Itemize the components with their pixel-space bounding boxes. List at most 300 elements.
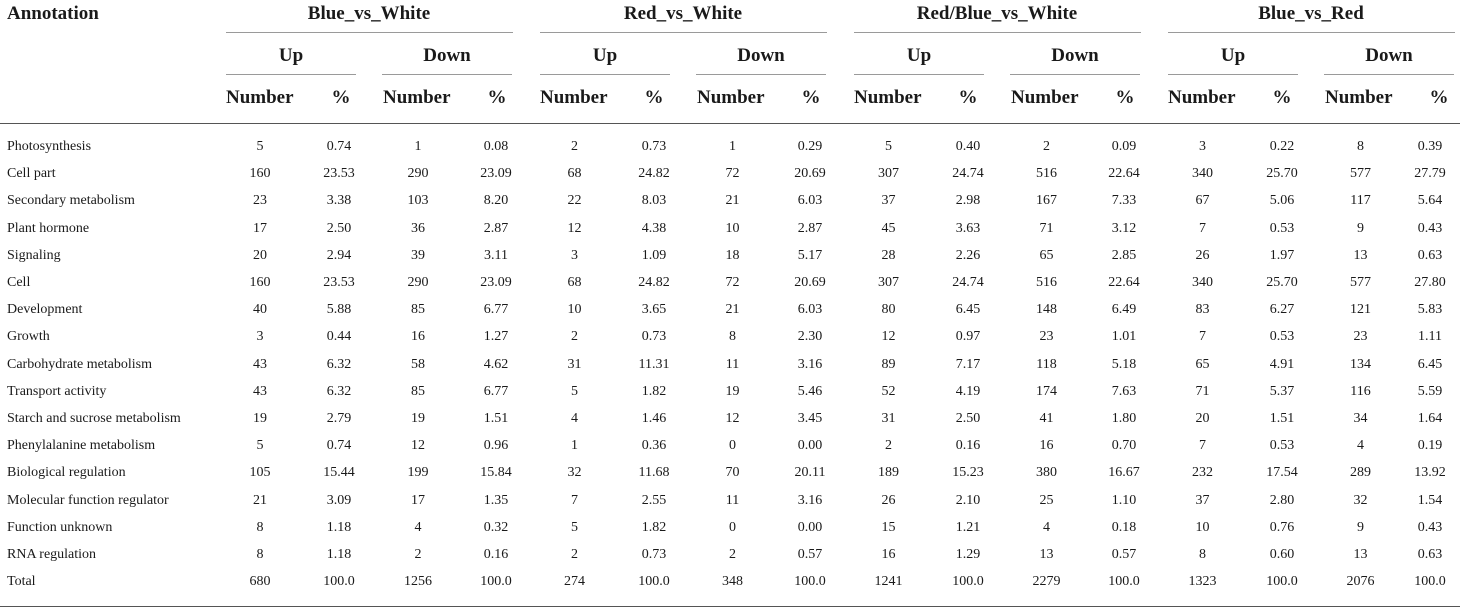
cell-percent: 2.80 [1269,492,1295,508]
cell-number: 340 [1192,275,1213,291]
cell-percent: 1.97 [1269,247,1295,263]
cell-number: 23 [1353,329,1368,345]
cell-number: 3 [1199,139,1206,154]
cell-percent: 0.16 [483,547,509,563]
row-annotation: Carbohydrate metabolism [7,356,153,372]
cell-number: 5 [256,438,264,454]
row-annotation: Cell [7,275,31,291]
cell-number: 1 [571,438,578,454]
subgroup-rule [854,74,984,75]
subheader-percent: % [644,87,664,108]
cell-number: 10 [567,302,582,318]
cell-percent: 23.09 [480,275,512,291]
cell-percent: 8.20 [483,193,509,209]
cell-number: 7 [1199,438,1206,454]
cell-number: 3 [256,329,264,345]
cell-number: 18 [725,247,740,263]
cell-number: 2 [571,329,578,345]
cell-number: 13 [1353,547,1368,563]
cell-percent: 3.11 [484,247,508,263]
cell-percent: 0.63 [1417,247,1443,263]
cell-number: 307 [878,166,899,182]
cell-number: 68 [567,275,582,291]
cell-number: 5 [256,139,264,154]
cell-number: 20 [253,247,267,263]
cell-number: 8 [256,519,264,535]
cell-percent: 25.70 [1266,166,1298,182]
subgroup-rule [1168,74,1298,75]
cell-percent: 20.69 [794,166,826,182]
cell-number: 12 [881,329,896,345]
annotation-column-header: Annotation [7,3,99,24]
cell-number: 0 [729,438,736,454]
cell-percent: 4.91 [1269,356,1295,372]
cell-number: 4 [571,411,578,427]
subheader-number: Number [854,87,922,108]
cell-percent: 2.98 [955,193,981,209]
cell-number: 105 [249,465,271,481]
cell-number: 17 [411,492,425,508]
table-row [0,378,1460,405]
cell-percent: 24.74 [952,166,984,182]
subheader-down: Down [737,45,785,66]
cell-percent: 2.79 [326,411,352,427]
cell-percent: 3.38 [326,193,352,209]
cell-number: 23 [253,193,267,209]
cell-number: 1256 [404,574,432,590]
cell-number: 117 [1350,193,1371,209]
cell-number: 72 [725,275,740,291]
table-body [0,133,1460,595]
cell-percent: 1.54 [1417,492,1443,508]
cell-number: 9 [1357,519,1364,535]
cell-number: 52 [881,383,896,399]
cell-percent: 2.30 [797,329,823,345]
cell-number: 2 [1043,139,1050,154]
cell-number: 307 [878,275,899,291]
cell-percent: 7.63 [1111,383,1137,399]
subgroup-rule [226,74,356,75]
subheader-number: Number [697,87,765,108]
subheader-number: Number [383,87,451,108]
cell-number: 4 [1043,519,1050,535]
cell-number: 13 [1039,547,1054,563]
cell-percent: 7.33 [1111,193,1137,209]
cell-number: 43 [253,383,267,399]
subheader-number: Number [540,87,608,108]
cell-number: 20 [1195,411,1210,427]
row-annotation: Cell part [7,166,56,182]
subheader-percent: % [801,87,821,108]
table-row [0,269,1460,296]
cell-number: 167 [1036,193,1057,209]
cell-number: 58 [411,356,425,372]
cell-number: 289 [1350,465,1371,481]
cell-percent: 0.19 [1417,438,1443,454]
cell-percent: 0.73 [641,547,667,563]
cell-number: 80 [881,302,896,318]
subheader-number: Number [1168,87,1236,108]
cell-percent: 8.03 [641,193,667,209]
cell-percent: 0.22 [1269,139,1295,154]
cell-number: 199 [407,465,429,481]
table-row [0,514,1460,541]
cell-percent: 1.29 [955,547,981,563]
cell-percent: 15.23 [952,465,984,481]
cell-number: 2 [885,438,892,454]
cell-percent: 100.0 [1108,574,1140,590]
cell-number: 1323 [1188,574,1217,590]
cell-number: 9 [1357,220,1364,236]
cell-percent: 20.69 [794,275,826,291]
cell-percent: 1.82 [641,519,667,535]
cell-percent: 1.01 [1111,329,1137,345]
subheader-up: Up [1220,45,1246,66]
cell-number: 680 [249,574,271,590]
cell-percent: 6.03 [797,302,823,318]
cell-percent: 0.76 [1269,519,1295,535]
subheader-up: Up [906,45,932,66]
subheader-up: Up [278,45,304,66]
cell-number: 16 [411,329,425,345]
cell-percent: 5.83 [1417,302,1443,318]
table-row [0,187,1460,214]
cell-percent: 0.32 [483,519,509,535]
table-row [0,432,1460,459]
cell-percent: 1.11 [1418,329,1442,345]
subgroup-rule [1010,74,1140,75]
subheader-down: Down [1365,45,1413,66]
cell-number: 7 [571,492,578,508]
cell-percent: 0.70 [1111,438,1137,454]
cell-number: 16 [881,547,896,563]
cell-percent: 0.53 [1269,220,1295,236]
cell-number: 12 [411,438,425,454]
cell-percent: 23.53 [323,166,355,182]
cell-number: 516 [1036,166,1057,182]
cell-number: 12 [567,220,582,236]
subheader-number: Number [1011,87,1079,108]
cell-percent: 0.53 [1269,438,1295,454]
cell-number: 15 [881,519,896,535]
cell-number: 70 [725,465,740,481]
cell-percent: 1.82 [641,383,667,399]
subheader-percent: % [487,87,507,108]
cell-number: 160 [249,166,271,182]
table-row [0,323,1460,350]
cell-number: 3 [571,247,578,263]
subgroup-rule [696,74,826,75]
cell-number: 39 [411,247,425,263]
table-row [0,568,1460,595]
subgroup-rule [382,74,512,75]
cell-number: 31 [567,356,582,372]
cell-number: 2279 [1032,574,1061,590]
cell-percent: 1.18 [326,547,352,563]
cell-percent: 0.09 [1111,139,1137,154]
cell-percent: 3.45 [797,411,823,427]
cell-number: 174 [1036,383,1057,399]
cell-number: 10 [725,220,740,236]
cell-number: 65 [1039,247,1054,263]
cell-number: 71 [1195,383,1210,399]
table-row [0,459,1460,486]
cell-number: 26 [881,492,896,508]
cell-number: 2 [729,547,736,563]
cell-number: 34 [1353,411,1368,427]
table-bottom-rule [0,606,1460,607]
cell-percent: 23.09 [480,166,512,182]
cell-percent: 6.45 [1417,356,1443,372]
row-annotation: Plant hormone [7,220,90,236]
cell-number: 85 [411,383,425,399]
cell-percent: 15.44 [323,465,355,481]
cell-number: 23 [1039,329,1054,345]
cell-number: 2 [571,547,578,563]
header-bottom-rule [0,123,1460,124]
row-annotation: RNA regulation [7,547,97,563]
cell-percent: 1.51 [483,411,509,427]
cell-percent: 0.00 [797,438,823,454]
cell-percent: 5.17 [797,247,823,263]
subheader-down: Down [423,45,471,66]
cell-number: 71 [1039,220,1054,236]
cell-percent: 1.09 [641,247,667,263]
cell-number: 2 [414,547,422,563]
cell-number: 36 [411,220,425,236]
cell-number: 118 [1036,356,1057,372]
row-annotation: Molecular function regulator [7,492,169,508]
cell-percent: 100.0 [323,574,355,590]
cell-percent: 20.11 [794,465,826,481]
cell-percent: 13.92 [1414,465,1446,481]
cell-percent: 23.53 [323,275,355,291]
cell-percent: 2.50 [326,220,352,236]
cell-number: 7 [1199,220,1206,236]
subheader-up: Up [592,45,618,66]
cell-percent: 25.70 [1266,275,1298,291]
cell-percent: 0.63 [1417,547,1443,563]
group-header-red-vs-white: Red_vs_White [623,3,743,24]
subheader-percent: % [958,87,978,108]
cell-number: 5 [571,383,578,399]
cell-number: 577 [1350,166,1371,182]
cell-percent: 3.16 [797,356,823,372]
cell-percent: 16.67 [1108,465,1140,481]
cell-percent: 0.96 [483,438,509,454]
cell-percent: 1.21 [955,519,981,535]
cell-percent: 0.73 [641,329,667,345]
cell-number: 21 [725,302,740,318]
cell-percent: 0.53 [1269,329,1295,345]
row-annotation: Secondary metabolism [7,193,135,209]
cell-percent: 0.74 [326,139,352,154]
subheader-percent: % [1115,87,1135,108]
subheader-number: Number [1325,87,1393,108]
subheader-down: Down [1051,45,1099,66]
cell-number: 83 [1195,302,1210,318]
subheader-percent: % [1429,87,1449,108]
cell-percent: 5.37 [1269,383,1295,399]
table-row [0,242,1460,269]
cell-percent: 24.82 [638,166,670,182]
cell-percent: 1.10 [1111,492,1137,508]
cell-percent: 0.57 [1111,547,1137,563]
cell-percent: 3.65 [641,302,667,318]
subgroup-rule [540,74,670,75]
cell-number: 25 [1039,492,1054,508]
cell-number: 22 [567,193,582,209]
group-header-redblue-vs-white: Red/Blue_vs_White [916,3,1078,24]
cell-number: 134 [1350,356,1371,372]
cell-percent: 0.39 [1417,139,1443,154]
cell-percent: 27.79 [1414,166,1446,182]
cell-percent: 22.64 [1108,166,1140,182]
cell-number: 67 [1195,193,1210,209]
cell-percent: 3.12 [1111,220,1137,236]
cell-number: 12 [725,411,740,427]
cell-number: 17 [253,220,267,236]
row-annotation: Biological regulation [7,465,126,481]
table-row [0,215,1460,242]
cell-number: 32 [567,465,582,481]
row-annotation: Starch and sucrose metabolism [7,411,181,427]
table-row [0,541,1460,568]
cell-percent: 0.00 [797,519,823,535]
cell-percent: 1.46 [641,411,667,427]
cell-number: 85 [411,302,425,318]
cell-number: 160 [249,275,271,291]
cell-percent: 17.54 [1266,465,1298,481]
cell-number: 31 [881,411,896,427]
cell-percent: 2.55 [641,492,667,508]
cell-number: 8 [729,329,736,345]
cell-percent: 1.35 [483,492,509,508]
cell-percent: 2.87 [797,220,823,236]
cell-percent: 11.31 [638,356,670,372]
cell-number: 8 [1199,547,1206,563]
cell-percent: 0.44 [326,329,352,345]
cell-percent: 2.50 [955,411,981,427]
cell-number: 26 [1195,247,1210,263]
cell-number: 13 [1353,247,1368,263]
cell-number: 2 [571,139,578,154]
cell-number: 7 [1199,329,1206,345]
cell-percent: 4.38 [641,220,667,236]
cell-percent: 0.73 [641,139,667,154]
row-annotation: Signaling [7,247,61,263]
cell-percent: 3.09 [326,492,352,508]
cell-percent: 5.64 [1417,193,1443,209]
cell-percent: 2.87 [483,220,509,236]
cell-number: 37 [881,193,896,209]
cell-percent: 24.74 [952,275,984,291]
cell-number: 11 [725,492,740,508]
cell-number: 21 [725,193,740,209]
cell-number: 8 [1357,139,1364,154]
cell-percent: 0.43 [1417,220,1443,236]
subheader-number: Number [226,87,294,108]
cell-percent: 5.18 [1111,356,1137,372]
group-header-blue-vs-red: Blue_vs_Red [1258,3,1364,24]
cell-number: 16 [1039,438,1054,454]
cell-percent: 100.0 [1266,574,1298,590]
cell-percent: 15.84 [480,465,512,481]
cell-number: 19 [411,411,425,427]
cell-percent: 5.59 [1417,383,1443,399]
cell-number: 121 [1350,302,1371,318]
cell-number: 1 [414,139,422,154]
cell-percent: 6.32 [326,356,352,372]
cell-percent: 7.17 [955,356,981,372]
cell-percent: 5.06 [1269,193,1295,209]
cell-number: 4 [1357,438,1364,454]
cell-percent: 100.0 [952,574,984,590]
table-row [0,487,1460,514]
cell-number: 21 [253,492,267,508]
cell-number: 19 [253,411,267,427]
cell-number: 72 [725,166,740,182]
cell-percent: 11.68 [638,465,670,481]
cell-percent: 2.85 [1111,247,1137,263]
cell-percent: 100.0 [1414,574,1446,590]
cell-percent: 0.57 [797,547,823,563]
subheader-percent: % [1272,87,1292,108]
cell-percent: 5.46 [797,383,823,399]
cell-number: 290 [407,166,429,182]
cell-number: 32 [1353,492,1368,508]
cell-number: 5 [885,139,892,154]
cell-percent: 0.08 [483,139,509,154]
cell-number: 68 [567,166,582,182]
group-rule [540,32,827,33]
cell-percent: 2.10 [955,492,981,508]
cell-percent: 0.16 [955,438,981,454]
cell-percent: 0.60 [1269,547,1295,563]
cell-percent: 4.62 [483,356,509,372]
cell-percent: 3.16 [797,492,823,508]
group-rule [1168,32,1455,33]
cell-number: 8 [256,547,264,563]
cell-percent: 1.80 [1111,411,1137,427]
cell-number: 1241 [874,574,903,590]
row-annotation: Total [7,574,36,590]
group-rule [854,32,1141,33]
row-annotation: Development [7,302,83,318]
cell-number: 28 [881,247,896,263]
cell-percent: 27.80 [1414,275,1446,291]
cell-number: 4 [414,519,422,535]
cell-percent: 5.88 [326,302,352,318]
cell-number: 45 [881,220,896,236]
cell-number: 89 [881,356,896,372]
row-annotation: Transport activity [7,383,107,399]
cell-percent: 2.26 [955,247,981,263]
cell-percent: 0.43 [1417,519,1443,535]
cell-number: 340 [1192,166,1213,182]
cell-percent: 0.40 [955,139,981,154]
cell-number: 10 [1195,519,1210,535]
cell-percent: 3.63 [955,220,981,236]
group-rule [226,32,513,33]
cell-number: 40 [253,302,267,318]
cell-percent: 100.0 [794,574,826,590]
cell-number: 0 [729,519,736,535]
group-header-blue-vs-white: Blue_vs_White [307,3,431,24]
cell-number: 232 [1192,465,1213,481]
cell-percent: 6.27 [1269,302,1295,318]
cell-percent: 1.51 [1269,411,1295,427]
